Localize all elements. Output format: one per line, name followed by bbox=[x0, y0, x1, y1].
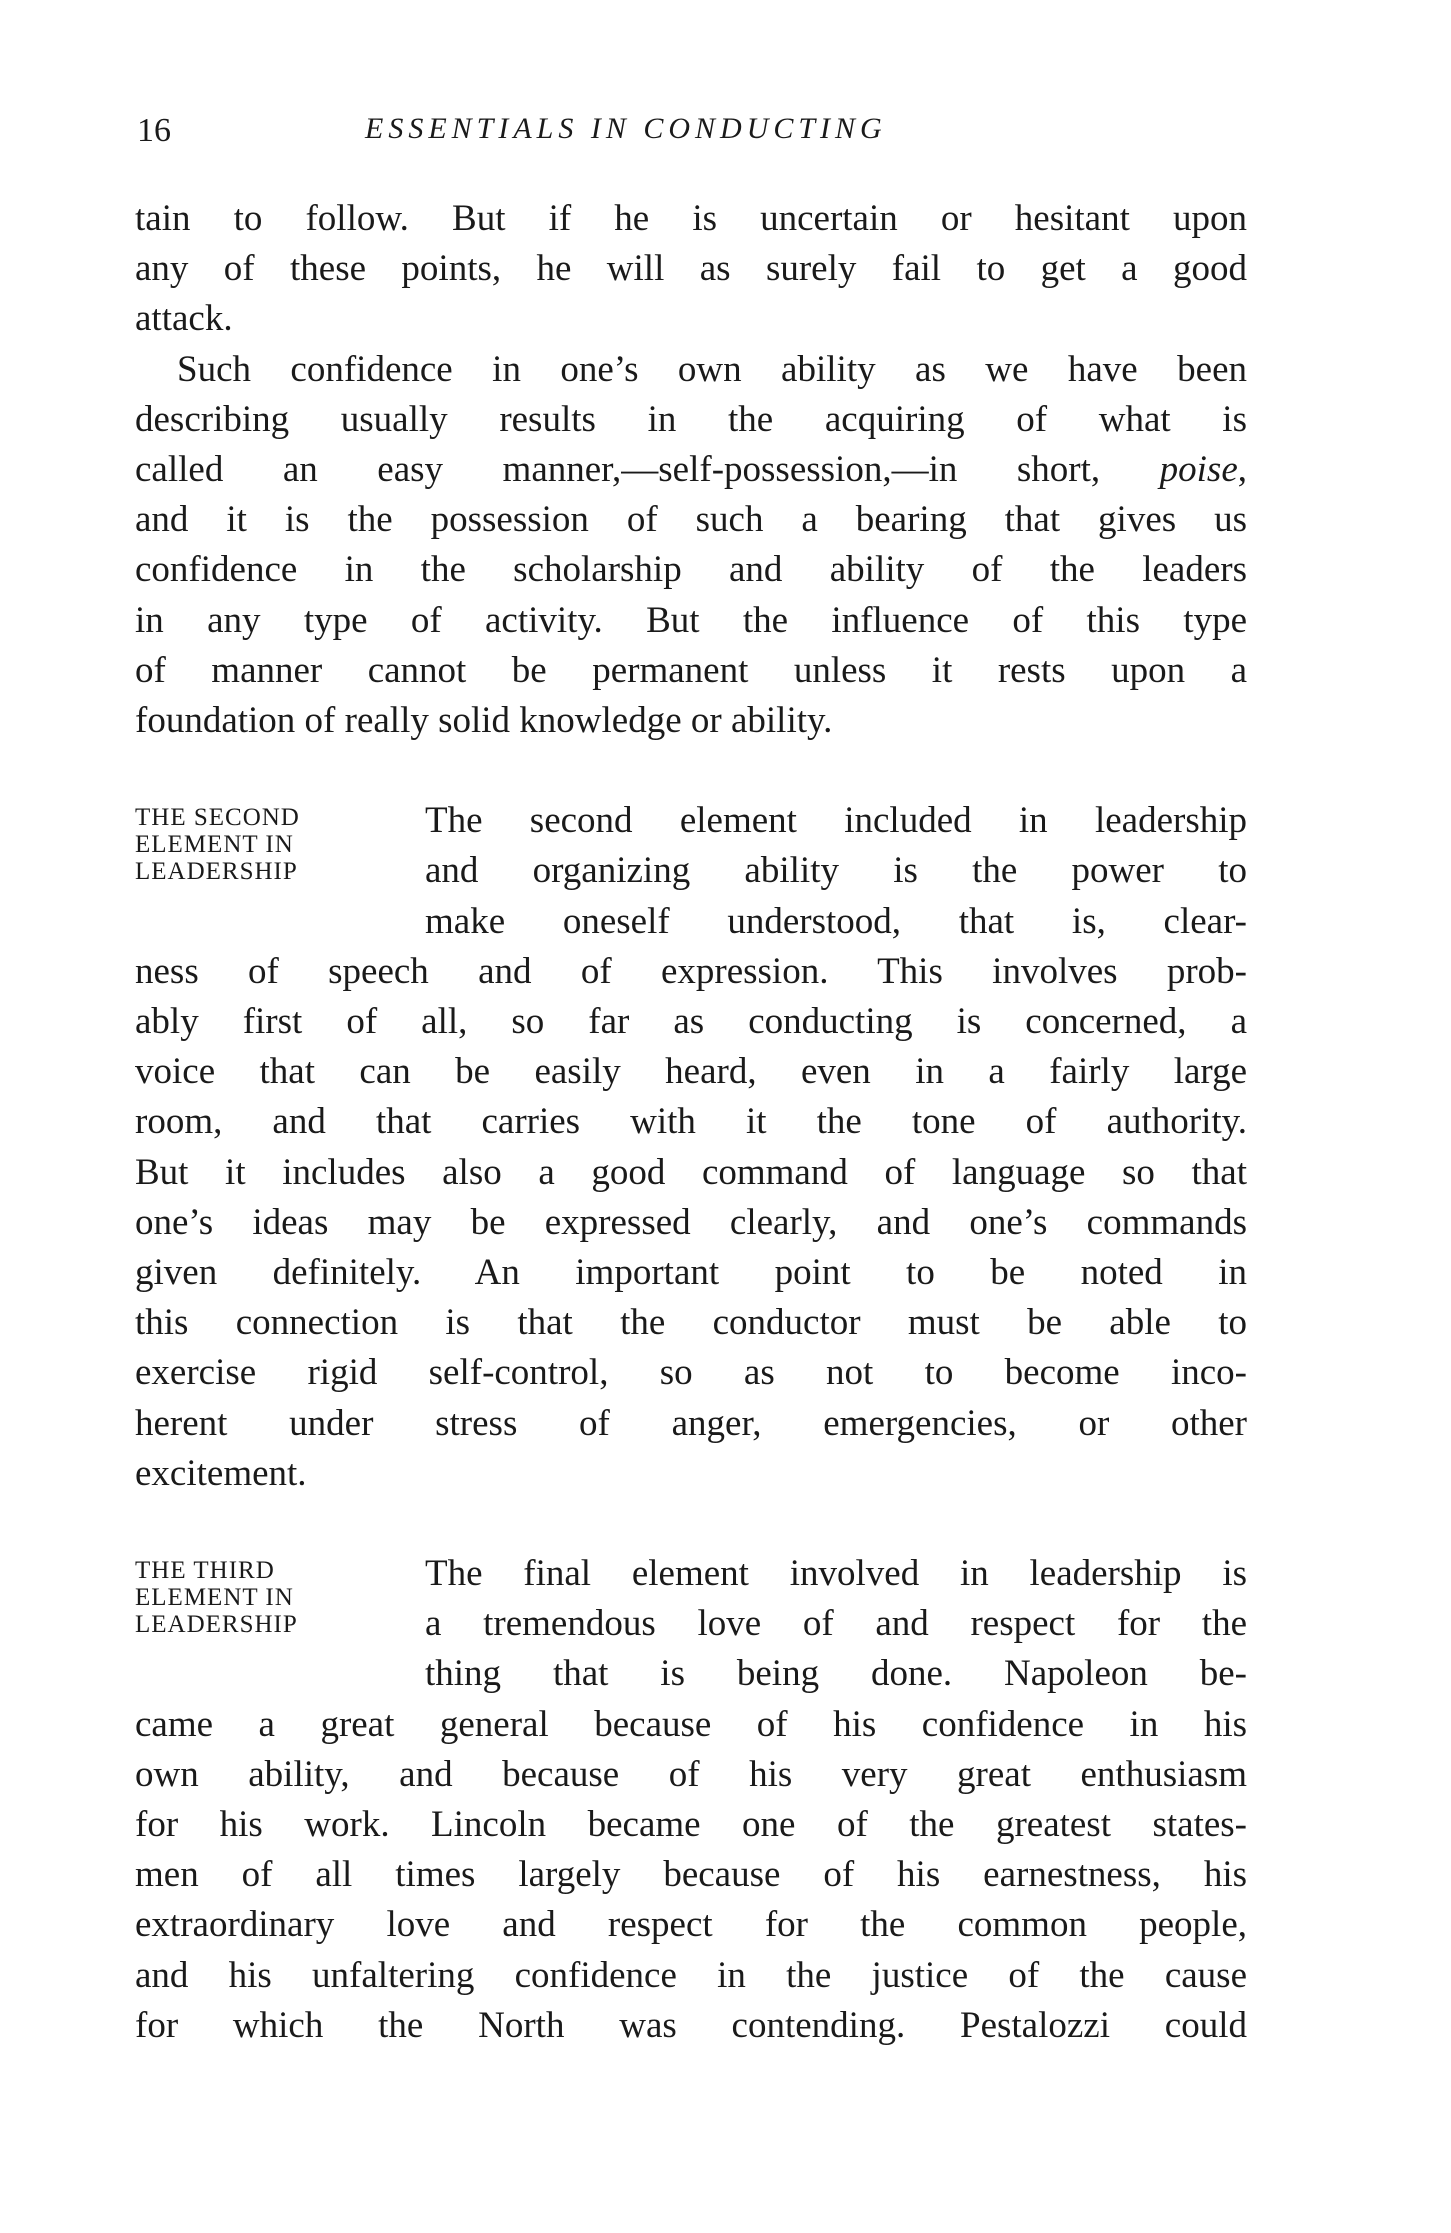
section-3 bbox=[135, 1549, 1247, 2051]
text-line bbox=[135, 445, 1247, 495]
margin-sidenote bbox=[135, 804, 300, 885]
text-line: any of these points, he will as surely fail to get a good bbox=[135, 248, 1247, 290]
text-line: ably first of all, so far as conducting is concerned, a bbox=[135, 1001, 1247, 1042]
section-2 bbox=[135, 796, 1247, 1499]
text-segment: called an easy manner,—self-possession,—in short, bbox=[135, 448, 1160, 490]
paragraph bbox=[135, 345, 1247, 747]
text-line: men of all times largely because of his earnestness, his bbox=[135, 1854, 1247, 1896]
text-line: describing usually results in the acquiring of what is bbox=[135, 398, 1247, 440]
text-line: Such confidence in one’s own ability as we have been bbox=[177, 348, 1247, 390]
text-line: foundation of really solid knowledge or ability. bbox=[135, 699, 833, 741]
text-line: exercise rigid self-control, so as not to become inco- bbox=[135, 1352, 1247, 1394]
text-line: of manner cannot be permanent unless it rests upon a bbox=[135, 649, 1247, 691]
paragraph-gap bbox=[135, 1499, 1247, 1549]
page-number: 16 bbox=[137, 112, 171, 149]
text-line: and organizing ability is the power to bbox=[425, 850, 1247, 892]
page-body bbox=[135, 194, 1247, 2051]
text-line: But it includes also a good command of language so that bbox=[135, 1151, 1247, 1193]
emphasized-word: poise bbox=[1159, 448, 1238, 490]
sidenote-line: THE THIRD bbox=[135, 1557, 275, 1585]
sidenote-line: THE SECOND bbox=[135, 804, 300, 832]
text-line: tain to follow. But if he is uncertain or hesitant upon bbox=[135, 198, 1247, 239]
text-line: own ability, and because of his very great enthusiasm bbox=[135, 1753, 1247, 1795]
text-line: ness of speech and of expression. This involves prob- bbox=[135, 950, 1247, 992]
text-line: The final element involved in leadership is bbox=[425, 1553, 1247, 1595]
running-title: ESSENTIALS IN CONDUCTING bbox=[365, 112, 887, 145]
sidenote-line: ELEMENT IN bbox=[135, 1584, 294, 1612]
text-line: thing that is being done. Napoleon be- bbox=[425, 1653, 1247, 1695]
text-line: herent under stress of anger, emergencies, or other bbox=[135, 1402, 1247, 1444]
text-line: extraordinary love and respect for the common people, bbox=[135, 1904, 1247, 1946]
text-line: voice that can be easily heard, even in a fairly large bbox=[135, 1051, 1247, 1093]
text-line: this connection is that the conductor must be able to bbox=[135, 1302, 1247, 1344]
text-line: came a great general because of his confidence in his bbox=[135, 1703, 1247, 1745]
text-line: in any type of activity. But the influence of this type bbox=[135, 599, 1247, 641]
paragraph bbox=[135, 194, 1247, 345]
text-line: for which the North was contending. Pestalozzi could bbox=[135, 2004, 1247, 2046]
sidenote-line: ELEMENT IN bbox=[135, 831, 294, 859]
text-line: attack. bbox=[135, 298, 233, 340]
text-segment: , bbox=[1237, 448, 1247, 490]
text-line: confidence in the scholarship and ability of the leaders bbox=[135, 549, 1247, 591]
margin-sidenote bbox=[135, 1557, 298, 1638]
text-line: and it is the possession of such a bearing that gives us bbox=[135, 499, 1247, 541]
text-line: given definitely. An important point to be noted in bbox=[135, 1251, 1247, 1293]
text-line: one’s ideas may be expressed clearly, and one’s commands bbox=[135, 1201, 1247, 1243]
text-line: make oneself understood, that is, clear- bbox=[425, 900, 1247, 942]
sidenote-line: LEADERSHIP bbox=[135, 1611, 298, 1639]
text-line: a tremendous love of and respect for the bbox=[425, 1603, 1247, 1645]
text-line: room, and that carries with it the tone of authority. bbox=[135, 1101, 1247, 1143]
text-line: The second element included in leadership bbox=[425, 800, 1247, 842]
running-header bbox=[135, 112, 1247, 162]
sidenote-line: LEADERSHIP bbox=[135, 858, 298, 886]
paragraph-gap bbox=[135, 746, 1247, 796]
text-line: and his unfaltering confidence in the justice of the cause bbox=[135, 1954, 1247, 1996]
text-line: for his work. Lincoln became one of the greatest states- bbox=[135, 1804, 1247, 1845]
text-line: excitement. bbox=[135, 1452, 307, 1494]
